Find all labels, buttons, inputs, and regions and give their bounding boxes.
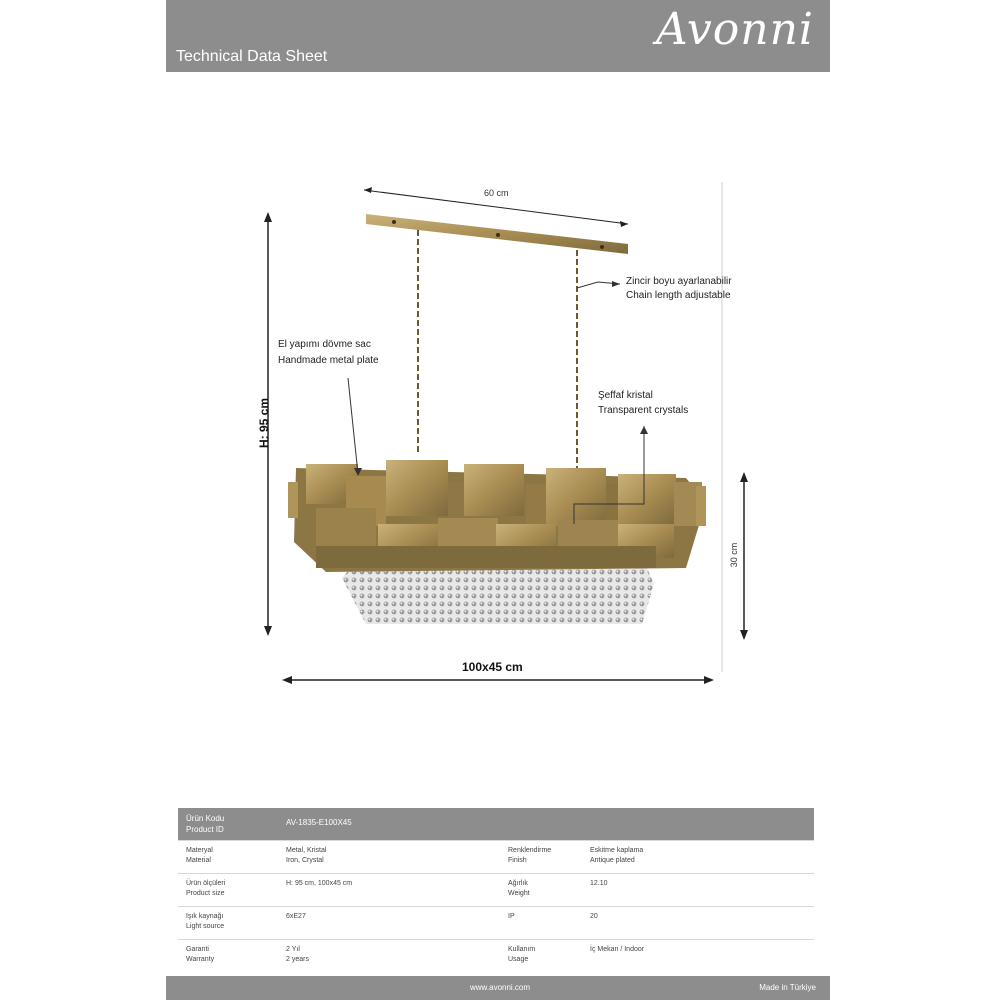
table-row — [178, 939, 814, 972]
made-in-label: Made in Türkiye — [759, 983, 816, 992]
row-value: Iron, Crystal — [286, 857, 324, 864]
row-value: 20 — [590, 913, 598, 920]
row-key-en: Material — [186, 857, 211, 864]
product-drawing — [166, 72, 830, 732]
height-label: H: 95 cm — [257, 397, 271, 449]
row-value: H: 95 cm, 100x45 cm — [286, 880, 353, 887]
width-label: 60 cm — [484, 188, 509, 198]
row-value: Metal, Kristal — [286, 847, 327, 854]
row-key-tr: Renklendirme — [508, 847, 552, 854]
row-key-tr: Garanti — [186, 946, 209, 953]
crystal-label-tr: Şeffaf kristal — [598, 390, 653, 401]
base-label: 100x45 cm — [462, 660, 523, 674]
table-row — [178, 840, 814, 873]
row-key-tr: Materyal — [186, 847, 213, 854]
product-id-value: AV-1835-E100X45 — [286, 818, 352, 827]
body-height-dimension — [740, 472, 748, 640]
header-band — [166, 0, 830, 72]
row-key-en: Finish — [508, 857, 527, 864]
row-value: İç Mekan / Indoor — [590, 946, 645, 953]
row-key-tr: Ağırlık — [508, 880, 528, 887]
row-value: Eskitme kaplama — [590, 847, 644, 854]
table-row — [178, 906, 814, 939]
product-id-label-en: Product ID — [186, 825, 224, 834]
row-key-en: Product size — [186, 890, 225, 897]
row-key-tr: Işık kaynağı — [186, 913, 224, 920]
plate-label-tr: El yapımı dövme sac — [278, 339, 371, 350]
crystal-label-en: Transparent crystals — [598, 405, 689, 416]
row-key-tr: IP — [508, 913, 515, 920]
row-key-tr: Ürün ölçüleri — [186, 880, 226, 887]
website-link[interactable]: www.avonni.com — [470, 983, 531, 992]
row-value: 2 Yıl — [286, 946, 300, 953]
row-value: 6xE27 — [286, 913, 306, 920]
chain-label-en: Chain length adjustable — [626, 290, 731, 301]
footer-band — [166, 976, 830, 1000]
plate-label-en: Handmade metal plate — [278, 355, 379, 366]
row-value: 12.10 — [590, 880, 608, 887]
spec-table — [178, 808, 814, 972]
row-key-tr: Kullanım — [508, 946, 536, 953]
row-key-en: Warranty — [186, 956, 215, 963]
row-value: 2 years — [286, 956, 309, 963]
body-height-label: 30 cm — [729, 542, 739, 568]
table-row — [178, 873, 814, 906]
row-key-en: Light source — [186, 923, 225, 930]
row-value: Antique plated — [590, 857, 635, 864]
metal-plate-body — [288, 460, 706, 572]
row-key-en: Usage — [508, 956, 529, 963]
row-key-en: Weight — [508, 890, 530, 897]
product-id-label-tr: Ürün Kodu — [186, 814, 225, 823]
chain-label-tr: Zincir boyu ayarlanabilir — [626, 276, 732, 287]
table-header-row — [178, 808, 814, 840]
base-dimension — [282, 676, 714, 684]
page-title: Technical Data Sheet — [176, 48, 328, 65]
brand-logo: Avonni — [655, 4, 814, 55]
